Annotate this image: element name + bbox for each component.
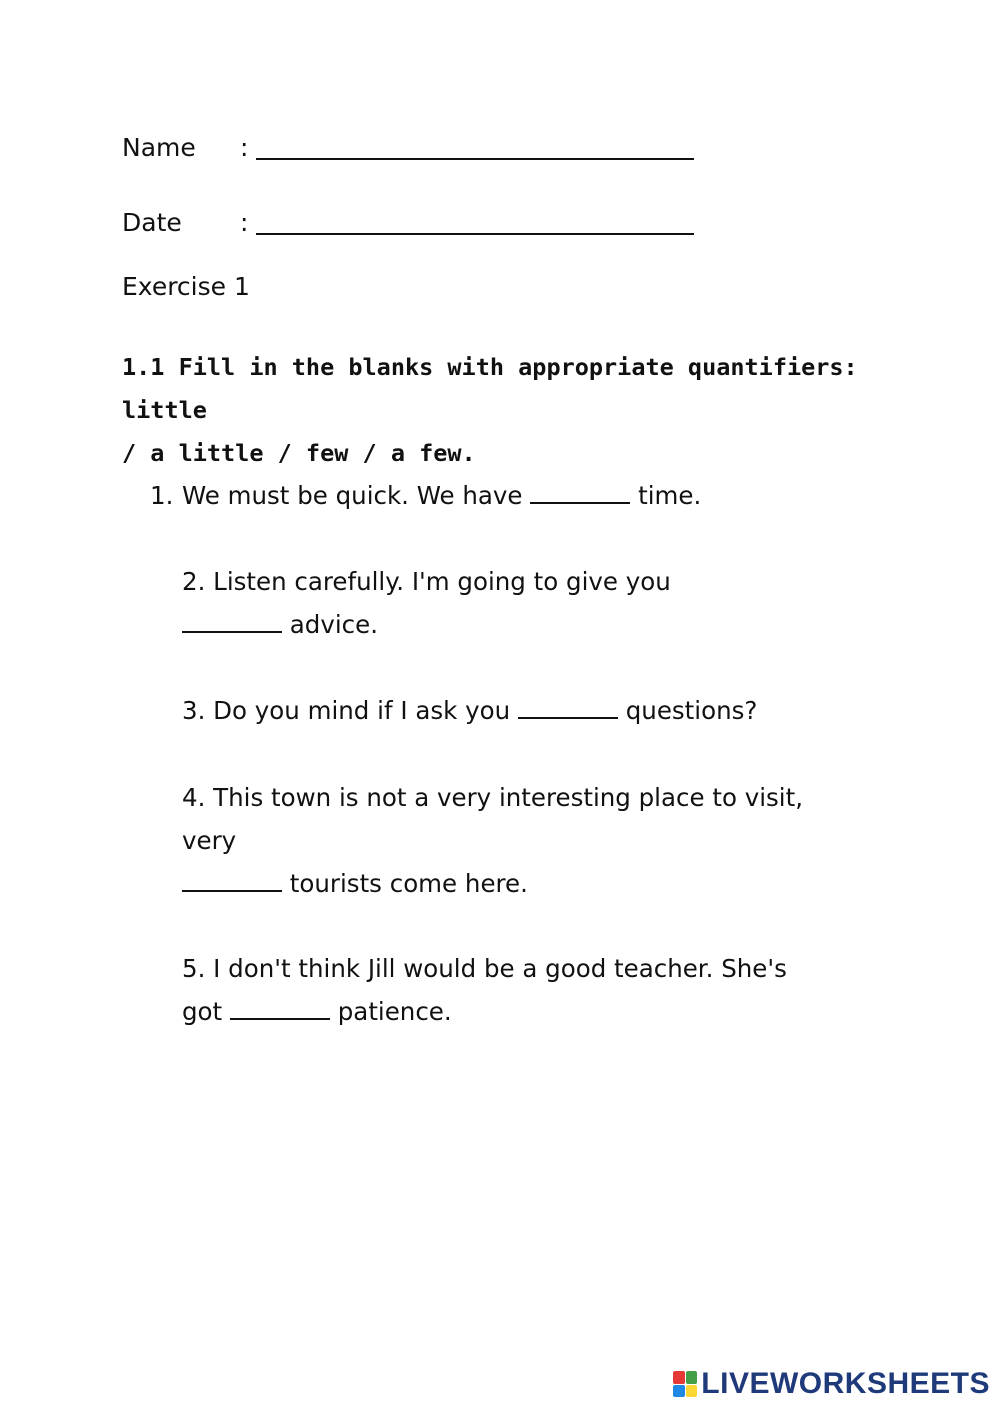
logo-icon bbox=[673, 1371, 697, 1397]
question-3 bbox=[182, 689, 862, 732]
question-1-text-before: We must be quick. We have bbox=[182, 481, 523, 510]
liveworksheets-logo bbox=[673, 1367, 990, 1401]
question-4-line-1: 4. This town is not a very interesting place to visit, bbox=[182, 783, 803, 812]
question-5-line-2 bbox=[182, 990, 862, 1033]
question-5-line-1: 5. I don't think Jill would be a good teacher. She's bbox=[182, 954, 787, 983]
question-5-text-before: got bbox=[182, 997, 223, 1026]
instruction-line-2: / a little / few / a few. bbox=[122, 439, 476, 467]
question-4-text-after: tourists come here. bbox=[289, 869, 528, 898]
logo-text: LIVEWORKSHEETS bbox=[701, 1367, 990, 1400]
name-input-line[interactable] bbox=[256, 124, 694, 160]
logo-square-1 bbox=[673, 1371, 685, 1384]
exercise-instruction bbox=[122, 346, 882, 475]
question-1-text-after: time. bbox=[638, 481, 702, 510]
question-3-text-before: 3. Do you mind if I ask you bbox=[182, 696, 511, 725]
question-2-blank[interactable] bbox=[182, 609, 282, 633]
question-5-blank[interactable] bbox=[230, 996, 330, 1020]
date-label: Date bbox=[122, 208, 182, 237]
question-4-line-2: very bbox=[182, 826, 237, 855]
question-4-line-3 bbox=[182, 862, 862, 905]
question-5-text-after: patience. bbox=[337, 997, 452, 1026]
question-1-number: 1. bbox=[150, 481, 174, 510]
name-colon: : bbox=[240, 133, 249, 162]
question-4 bbox=[182, 776, 862, 905]
date-colon: : bbox=[240, 208, 249, 237]
exercise-title: Exercise 1 bbox=[122, 272, 250, 301]
question-4-blank[interactable] bbox=[182, 868, 282, 892]
name-field-row bbox=[122, 122, 694, 162]
question-1 bbox=[182, 474, 862, 517]
question-2-text-after: advice. bbox=[289, 610, 378, 639]
date-field-row bbox=[122, 197, 694, 237]
date-input-line[interactable] bbox=[256, 199, 694, 235]
question-2-line-1: 2. Listen carefully. I'm going to give you bbox=[182, 567, 671, 596]
question-3-text-after: questions? bbox=[625, 696, 758, 725]
logo-square-4 bbox=[686, 1385, 698, 1398]
name-label: Name bbox=[122, 133, 196, 162]
question-2-line-2 bbox=[182, 603, 862, 646]
question-5 bbox=[182, 947, 862, 1033]
logo-square-2 bbox=[686, 1371, 698, 1384]
question-2 bbox=[182, 560, 862, 646]
instruction-line-1: 1.1 Fill in the blanks with appropriate quantifiers: little bbox=[122, 353, 858, 424]
question-3-blank[interactable] bbox=[518, 695, 618, 719]
logo-square-3 bbox=[673, 1385, 685, 1398]
question-1-blank[interactable] bbox=[530, 480, 630, 504]
